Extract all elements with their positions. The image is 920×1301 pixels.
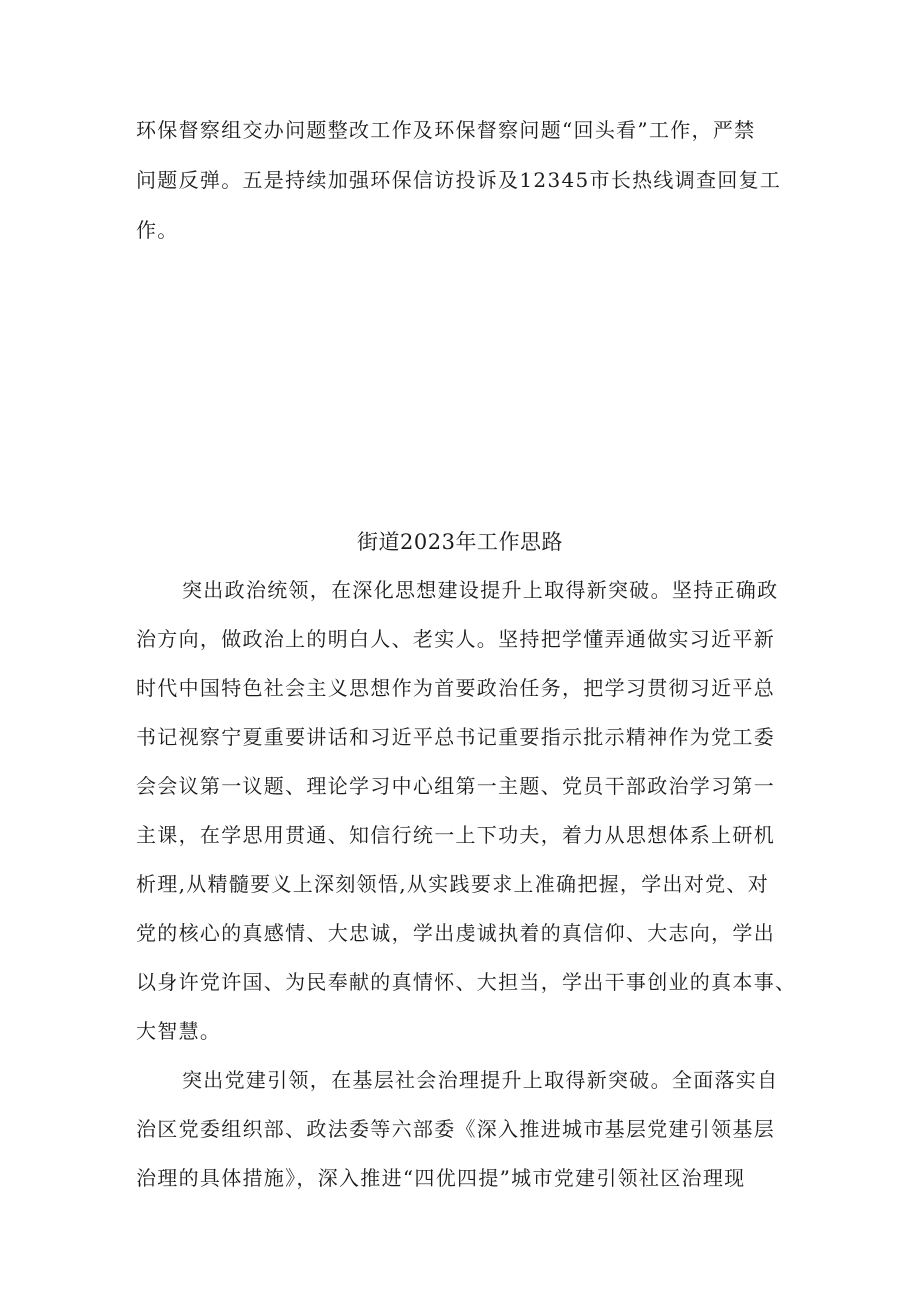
text-line: 作。 <box>136 218 179 242</box>
text-line: 大智慧。 <box>136 1019 222 1043</box>
section-title: 街道2023年工作思路 <box>357 530 563 554</box>
text-line: 治方向，做政治上的明白人、老实人。坚持把学懂弄通做实习近平新 <box>136 627 775 651</box>
text-line: 治区党委组织部、政法委等六部委《深入推进城市基层党建引领基层 <box>136 1117 775 1141</box>
text-line: 环保督察组交办问题整改工作及环保督察问题“回头看”工作，严禁 <box>136 118 756 142</box>
text-line: 问题反弹。五是持续加强环保信访投诉及12345市长热线调查回复工 <box>136 168 782 192</box>
text-line: 时代中国特色社会主义思想作为首要政治任务，把学习贯彻习近平总 <box>136 676 775 700</box>
text-line: 突出政治统领，在深化思想建设提升上取得新突破。坚持正确政 <box>182 578 779 602</box>
text-line: 会会议第一议题、理论学习中心组第一主题、党员干部政治学习第一 <box>136 774 775 798</box>
text-line: 以身许党许国、为民奉献的真情怀、大担当，学出干事创业的真本事、 <box>136 970 797 994</box>
text-line: 主课，在学思用贯通、知信行统一上下功夫，着力从思想体系上研机 <box>136 823 775 847</box>
text-line: 书记视察宁夏重要讲话和习近平总书记重要指示批示精神作为党工委 <box>136 725 775 749</box>
text-line: 突出党建引领，在基层社会治理提升上取得新突破。全面落实自 <box>182 1068 779 1092</box>
text-line: 党的核心的真感情、大忠诚，学出虔诚执着的真信仰、大志向，学出 <box>136 921 775 945</box>
text-line: 治理的具体措施》，深入推进“四优四提”城市党建引领社区治理现 <box>136 1166 746 1190</box>
text-line: 析理,从精髓要义上深刻领悟,从实践要求上准确把握，学出对党、对 <box>136 872 770 896</box>
